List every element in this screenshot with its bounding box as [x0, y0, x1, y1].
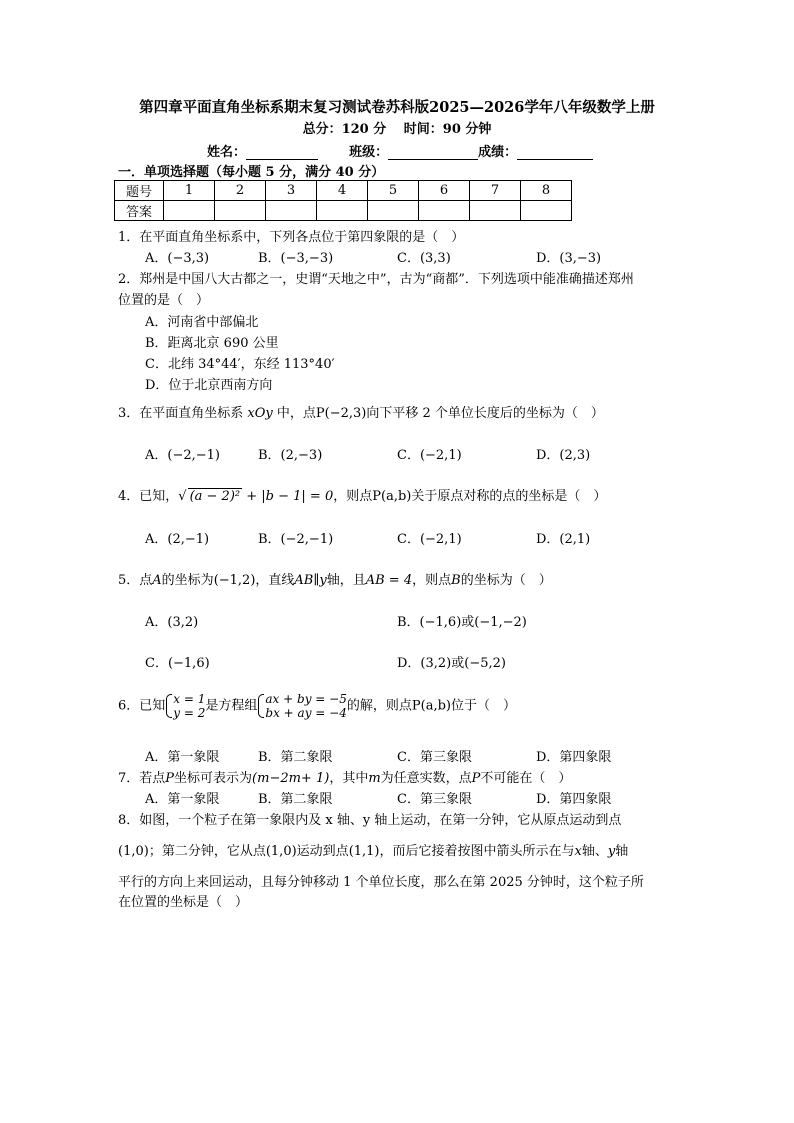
name-blank[interactable]: [246, 146, 318, 160]
question-2-stem: 2．郑州是中国八大古都之一，史谓“天地之中”，古为“商都”．下列选项中能准确描述郑州: [118, 272, 634, 287]
q7-option-c: C．第三象限: [397, 792, 472, 807]
q4-text: 关于原点对称的点的坐标是（ ）: [411, 489, 607, 504]
q5-length: AB = 4: [365, 573, 413, 588]
question-7-stem: [118, 767, 571, 786]
score-blank[interactable]: [517, 146, 593, 160]
question-4-stem: [118, 485, 606, 504]
q1-option-a: A．(−3,3): [145, 251, 210, 266]
question-3-stem: [118, 402, 604, 421]
q4-point: P(a,b): [372, 489, 412, 504]
q3-text: 向下平移 2 个单位长度后的坐标为（ ）: [366, 406, 604, 421]
q5-text: 的坐标为: [161, 573, 214, 588]
q5-option-a: A．(3,2): [145, 615, 199, 630]
q5-option-d: D．(3,2)或(−5,2): [397, 656, 506, 671]
q5-point-b: B: [451, 573, 461, 588]
q7-point: P: [471, 771, 481, 786]
q7-text: 不可能在（ ）: [480, 771, 572, 786]
q6-text: 位于（ ）: [450, 698, 516, 714]
question-number-cell: 6: [419, 181, 470, 201]
q5-text: ，直线: [255, 573, 295, 588]
question-2-stem-cont: 位置的是（ ）: [118, 293, 210, 308]
q4-text: 4．已知，: [118, 489, 179, 504]
q6-point: P(a,b): [411, 698, 451, 714]
q6-option-b: B．第二象限: [258, 750, 333, 765]
q8-axis-y: y: [607, 844, 616, 859]
exam-meta: 总分：120 分 时间：90 分钟: [302, 122, 492, 137]
q8-text: 轴、: [581, 844, 608, 859]
q6-equation-2: bx + ay = −4: [265, 706, 347, 720]
q3-point: P(−2,3): [315, 406, 367, 421]
table-header-cell: 题号: [115, 181, 164, 201]
q5-option-c: C．(−1,6): [145, 656, 210, 671]
question-8-stem-cont: 在位置的坐标是（ ）: [118, 895, 249, 910]
question-6-stem: [118, 692, 516, 720]
answer-cell[interactable]: [266, 201, 317, 221]
q6-solution-y: y = 2: [173, 706, 206, 720]
q5-coord: (−1,2): [213, 573, 256, 588]
q6-option-c: C．第三象限: [397, 750, 472, 765]
q5-option-b: B．(−1,6)或(−1,−2): [397, 615, 527, 630]
q6-solution-system: [165, 692, 205, 720]
name-label: 姓名：: [207, 145, 247, 160]
section-heading: 一．单项选择题（每小题 5 分，满分 40 分）: [118, 165, 385, 180]
q8-coord: (1,0): [265, 844, 297, 859]
answer-cell[interactable]: [521, 201, 572, 221]
q4-option-b: B．(−2,−1): [258, 532, 334, 547]
q6-option-a: A．第一象限: [145, 750, 220, 765]
question-number-cell: 3: [266, 181, 317, 201]
question-number-cell: 7: [470, 181, 521, 201]
question-8-stem-cont: [118, 840, 628, 859]
q3-option-b: B．(2,−3): [258, 448, 323, 463]
sqrt-sign: √: [178, 489, 187, 504]
answer-cell[interactable]: [215, 201, 266, 221]
q5-text: 的坐标为（ ）: [460, 573, 552, 588]
q6-solution-x: x = 1: [173, 692, 206, 706]
answer-cell[interactable]: [419, 201, 470, 221]
q7-option-a: A．第一象限: [145, 792, 220, 807]
q3-text: 3．在平面直角坐标系: [118, 406, 244, 421]
question-number-cell: 4: [317, 181, 368, 201]
q2-option-b: B．距离北京 690 公里: [145, 336, 279, 351]
q4-expression: + |b − 1| = 0: [246, 489, 334, 504]
table-row: [115, 201, 572, 221]
q4-option-c: C．(−2,1): [397, 532, 462, 547]
table-header-cell: 答案: [115, 201, 164, 221]
class-label: 班级：: [349, 145, 389, 160]
q5-text: 轴，且: [326, 573, 366, 588]
answer-cell[interactable]: [368, 201, 419, 221]
q3-option-c: C．(−2,1): [397, 448, 462, 463]
q6-equation-system: [257, 692, 346, 720]
q6-option-d: D．第四象限: [536, 750, 612, 765]
q7-text: 7．若点: [118, 771, 166, 786]
q6-equation-1: ax + by = −5: [265, 692, 347, 706]
q8-text: ，而后它接着按图中箭头所示在与: [379, 844, 575, 859]
question-number-cell: 5: [368, 181, 419, 201]
q7-coord: (m−2m+ 1): [252, 771, 330, 786]
q4-text: ，则点: [333, 489, 373, 504]
q8-text: 运动到点: [296, 844, 349, 859]
q7-option-d: D．第四象限: [536, 792, 612, 807]
q3-coord-system: xOy: [247, 406, 273, 421]
question-8-stem: 8．如图，一个粒子在第一象限内及 x 轴、y 轴上运动，在第一分钟，它从原点运动到点: [118, 813, 622, 828]
answer-cell[interactable]: [164, 201, 215, 221]
question-5-stem: [118, 569, 552, 588]
q8-text: ；第二分钟，它从点: [148, 844, 266, 859]
q6-text: 是方程组: [205, 698, 258, 714]
q2-option-c: C．北纬 34°44′，东经 113°40′: [145, 357, 335, 372]
q3-option-a: A．(−2,−1): [145, 448, 220, 463]
q5-line: AB∥y: [294, 573, 327, 588]
question-1-stem: 1．在平面直角坐标系中，下列各点位于第四象限的是（ ）: [118, 230, 465, 245]
q4-option-a: A．(2,−1): [145, 532, 210, 547]
q8-text: 轴: [615, 844, 629, 859]
question-number-cell: 8: [521, 181, 572, 201]
class-blank[interactable]: [388, 146, 478, 160]
q6-text: 6．已知: [118, 698, 166, 714]
score-label: 成绩：: [478, 145, 518, 160]
q1-option-c: C．(3,3): [397, 251, 451, 266]
q7-text: ，其中: [329, 771, 369, 786]
q7-text: 坐标可表示为: [174, 771, 253, 786]
q4-radicand: (a − 2)²: [189, 489, 241, 504]
q1-option-b: B．(−3,−3): [258, 251, 334, 266]
q2-option-d: D．位于北京西南方向: [145, 378, 273, 393]
q4-option-d: D．(2,1): [536, 532, 591, 547]
student-info-line: [207, 141, 593, 160]
page-title: 第四章平面直角坐标系期末复习测试卷苏科版2025—2026学年八年级数学上册: [139, 99, 655, 116]
q7-text: 为任意实数，点: [380, 771, 472, 786]
answer-table: [114, 180, 572, 221]
q5-text: 5．点: [118, 573, 153, 588]
q3-option-d: D．(2,3): [536, 448, 591, 463]
answer-cell[interactable]: [317, 201, 368, 221]
q7-variable: m: [368, 771, 381, 786]
q7-option-b: B．第二象限: [258, 792, 333, 807]
q8-coord: (1,1): [348, 844, 380, 859]
q8-coord: (1,0): [118, 844, 149, 859]
q7-point: P: [165, 771, 175, 786]
q1-option-d: D．(3,−3): [536, 251, 602, 266]
question-number-cell: 1: [164, 181, 215, 201]
question-8-stem-cont: 平行的方向上来回运动，且每分钟移动 1 个单位长度，那么在第 2025 分钟时，这个粒子所: [118, 875, 644, 890]
table-row: [115, 181, 572, 201]
q8-axis-x: x: [574, 844, 582, 859]
q2-option-a: A．河南省中部偏北: [145, 315, 259, 330]
q3-text: 中，点: [276, 406, 316, 421]
answer-cell[interactable]: [470, 201, 521, 221]
question-number-cell: 2: [215, 181, 266, 201]
q5-point-a: A: [152, 573, 162, 588]
q6-text: 的解，则点: [346, 698, 412, 714]
q5-text: ，则点: [412, 573, 452, 588]
